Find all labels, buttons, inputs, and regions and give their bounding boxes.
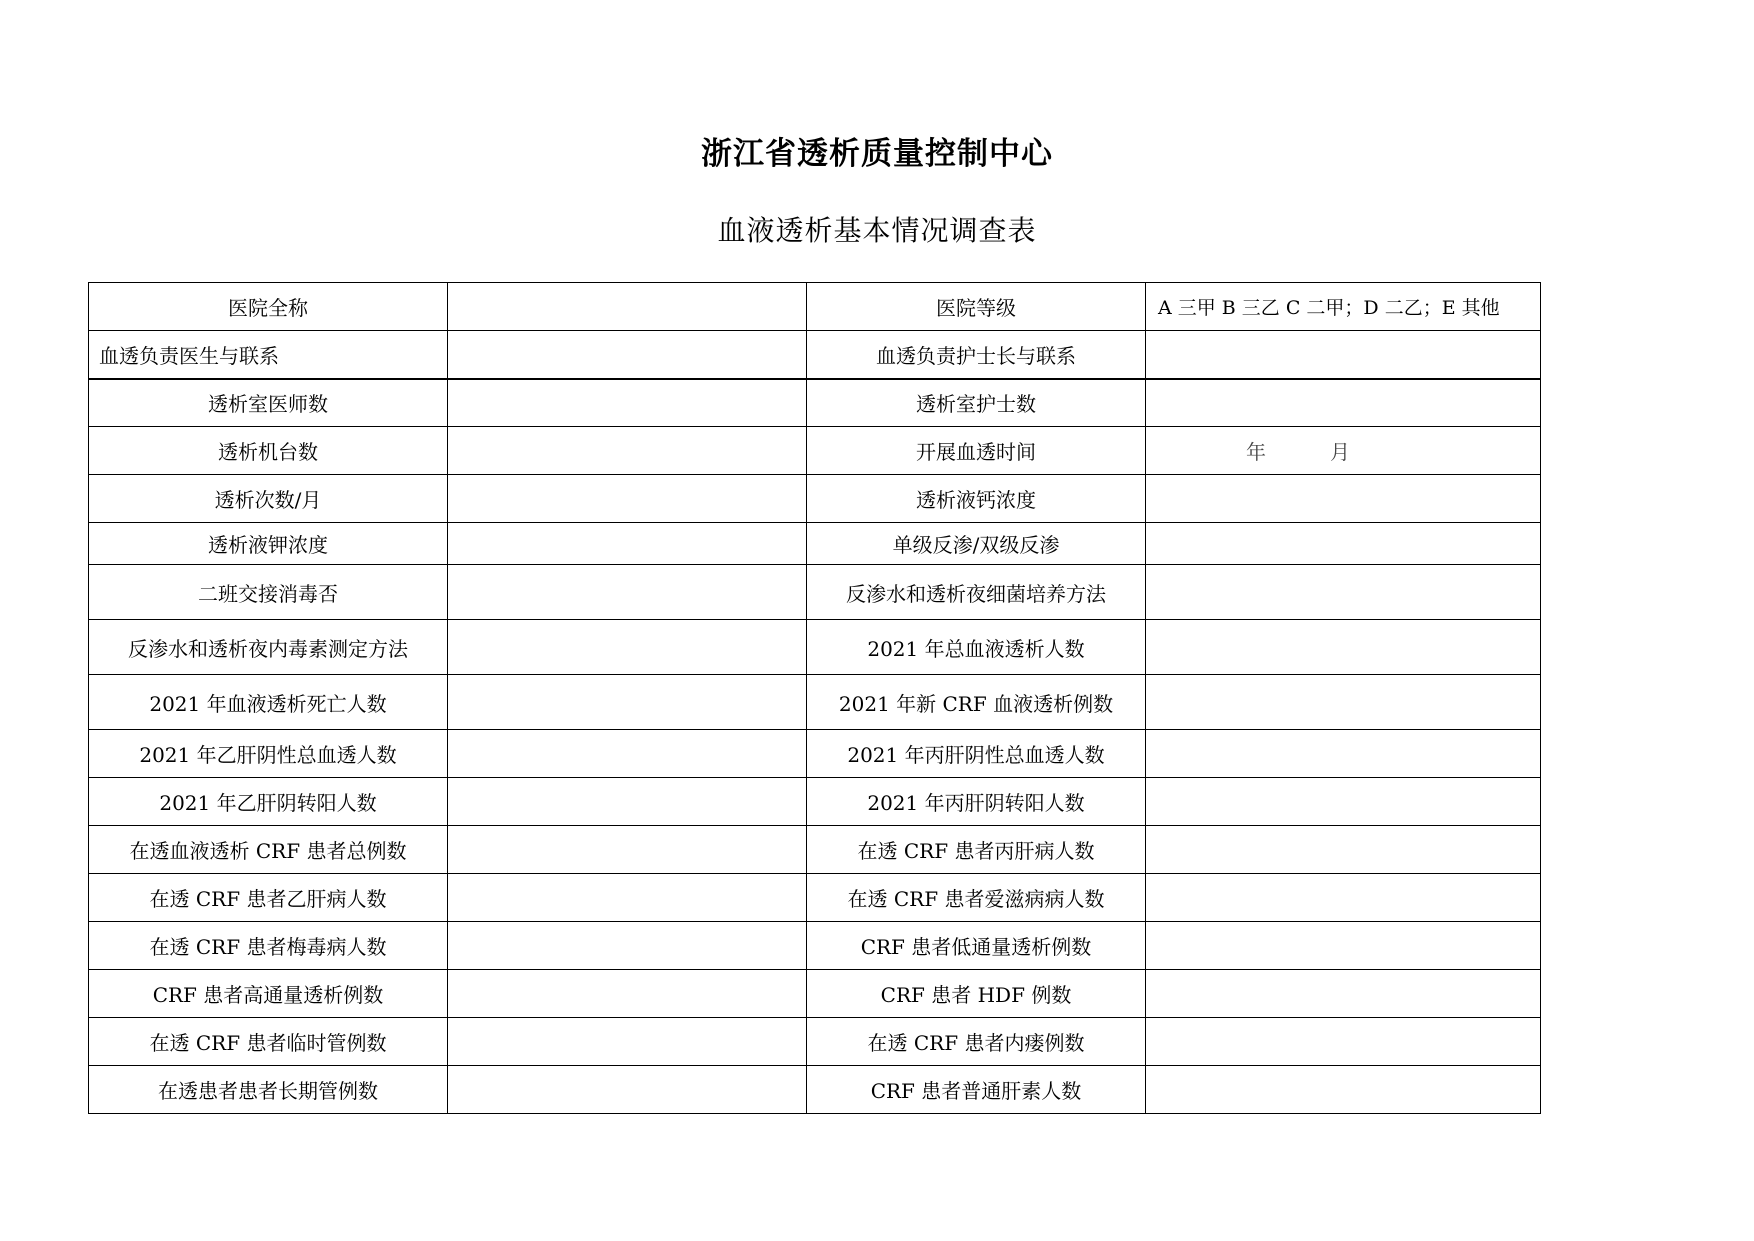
field-hcv-negative-total[interactable] xyxy=(1146,730,1541,778)
label-crf-total: 在透血液透析 CRF 患者总例数 xyxy=(89,826,448,874)
field-hbv-negative-total[interactable] xyxy=(448,730,807,778)
table-row xyxy=(89,874,1541,922)
label-crf-syphilis: 在透 CRF 患者梅毒病人数 xyxy=(89,922,448,970)
table-row xyxy=(89,922,1541,970)
field-nurse-count[interactable] xyxy=(1146,379,1541,427)
table-row xyxy=(89,675,1541,730)
field-crf-aids[interactable] xyxy=(1146,874,1541,922)
label-crf-hdf: CRF 患者 HDF 例数 xyxy=(807,970,1146,1018)
label-doctor-count: 透析室医师数 xyxy=(89,379,448,427)
label-endotoxin-method: 反渗水和透析夜内毒素测定方法 xyxy=(89,620,448,675)
field-crf-low-flux[interactable] xyxy=(1146,922,1541,970)
field-crf-heparin[interactable] xyxy=(1146,1066,1541,1114)
field-crf-hcv[interactable] xyxy=(1146,826,1541,874)
field-crf-temp-catheter[interactable] xyxy=(448,1018,807,1066)
label-new-crf-hd: 2021 年新 CRF 血液透析例数 xyxy=(807,675,1146,730)
field-crf-hdf[interactable] xyxy=(1146,970,1541,1018)
label-shift-disinfection: 二班交接消毒否 xyxy=(89,565,448,620)
field-long-term-catheter[interactable] xyxy=(448,1066,807,1114)
field-dialysate-potassium[interactable] xyxy=(448,523,807,565)
label-long-term-catheter: 在透患者患者长期管例数 xyxy=(89,1066,448,1114)
document-title: 浙江省透析质量控制中心 xyxy=(701,136,1053,172)
label-crf-temp-catheter: 在透 CRF 患者临时管例数 xyxy=(89,1018,448,1066)
label-hbv-negative-total: 2021 年乙肝阴性总血透人数 xyxy=(89,730,448,778)
label-total-hd-patients: 2021 年总血液透析人数 xyxy=(807,620,1146,675)
label-hcv-negative-total: 2021 年丙肝阴性总血透人数 xyxy=(807,730,1146,778)
label-hospital-full-name: 医院全称 xyxy=(89,283,448,331)
field-crf-syphilis[interactable] xyxy=(448,922,807,970)
table-row xyxy=(89,730,1541,778)
field-hospital-full-name[interactable] xyxy=(448,283,807,331)
field-hcv-seroconversion[interactable] xyxy=(1146,778,1541,826)
label-crf-low-flux: CRF 患者低通量透析例数 xyxy=(807,922,1146,970)
label-bacteria-culture-method: 反渗水和透析夜细菌培养方法 xyxy=(807,565,1146,620)
field-hospital-grade-options[interactable]: A 三甲 B 三乙 C 二甲；D 二乙；E 其他 xyxy=(1146,283,1541,331)
field-machine-count[interactable] xyxy=(448,427,807,475)
field-crf-hbv[interactable] xyxy=(448,874,807,922)
year-label: 年 xyxy=(1246,440,1266,464)
month-label: 月 xyxy=(1330,440,1350,464)
label-hd-deaths: 2021 年血液透析死亡人数 xyxy=(89,675,448,730)
form-subtitle: 血液透析基本情况调查表 xyxy=(717,214,1037,247)
table-row xyxy=(89,1066,1541,1114)
label-hospital-grade: 医院等级 xyxy=(807,283,1146,331)
field-shift-disinfection[interactable] xyxy=(448,565,807,620)
field-endotoxin-method[interactable] xyxy=(448,620,807,675)
field-dialysate-calcium[interactable] xyxy=(1146,475,1541,523)
field-bacteria-culture-method[interactable] xyxy=(1146,565,1541,620)
field-sessions-per-month[interactable] xyxy=(448,475,807,523)
label-sessions-per-month: 透析次数/月 xyxy=(89,475,448,523)
field-head-nurse-contact[interactable] xyxy=(1146,331,1541,379)
table-row xyxy=(89,778,1541,826)
label-hbv-seroconversion: 2021 年乙肝阴转阳人数 xyxy=(89,778,448,826)
table-row xyxy=(89,283,1541,331)
field-doctor-count[interactable] xyxy=(448,379,807,427)
label-crf-hbv: 在透 CRF 患者乙肝病人数 xyxy=(89,874,448,922)
label-dialysate-potassium: 透析液钾浓度 xyxy=(89,523,448,565)
field-doctor-contact[interactable] xyxy=(448,331,807,379)
table-row xyxy=(89,427,1541,475)
label-dialysate-calcium: 透析液钙浓度 xyxy=(807,475,1146,523)
table-row xyxy=(89,970,1541,1018)
label-doctor-contact: 血透负责医生与联系 xyxy=(89,331,448,379)
label-crf-hcv: 在透 CRF 患者丙肝病人数 xyxy=(807,826,1146,874)
field-crf-high-flux[interactable] xyxy=(448,970,807,1018)
table-row xyxy=(89,620,1541,675)
label-start-time: 开展血透时间 xyxy=(807,427,1146,475)
table-row xyxy=(89,1018,1541,1066)
label-crf-aids: 在透 CRF 患者爱滋病病人数 xyxy=(807,874,1146,922)
label-ro-stage: 单级反渗/双级反渗 xyxy=(807,523,1146,565)
label-head-nurse-contact: 血透负责护士长与联系 xyxy=(807,331,1146,379)
label-crf-heparin: CRF 患者普通肝素人数 xyxy=(807,1066,1146,1114)
table-row xyxy=(89,475,1541,523)
table-row xyxy=(89,379,1541,427)
label-crf-high-flux: CRF 患者高通量透析例数 xyxy=(89,970,448,1018)
field-hd-deaths[interactable] xyxy=(448,675,807,730)
label-machine-count: 透析机台数 xyxy=(89,427,448,475)
table-row xyxy=(89,565,1541,620)
label-crf-av-fistula: 在透 CRF 患者内瘘例数 xyxy=(807,1018,1146,1066)
field-crf-total[interactable] xyxy=(448,826,807,874)
field-hbv-seroconversion[interactable] xyxy=(448,778,807,826)
table-row xyxy=(89,331,1541,379)
field-total-hd-patients[interactable] xyxy=(1146,620,1541,675)
survey-table xyxy=(88,282,1541,1114)
field-crf-av-fistula[interactable] xyxy=(1146,1018,1541,1066)
table-row xyxy=(89,826,1541,874)
field-start-time[interactable] xyxy=(1146,427,1541,475)
field-ro-stage[interactable] xyxy=(1146,523,1541,565)
table-row xyxy=(89,523,1541,565)
label-hcv-seroconversion: 2021 年丙肝阴转阳人数 xyxy=(807,778,1146,826)
field-new-crf-hd[interactable] xyxy=(1146,675,1541,730)
label-nurse-count: 透析室护士数 xyxy=(807,379,1146,427)
